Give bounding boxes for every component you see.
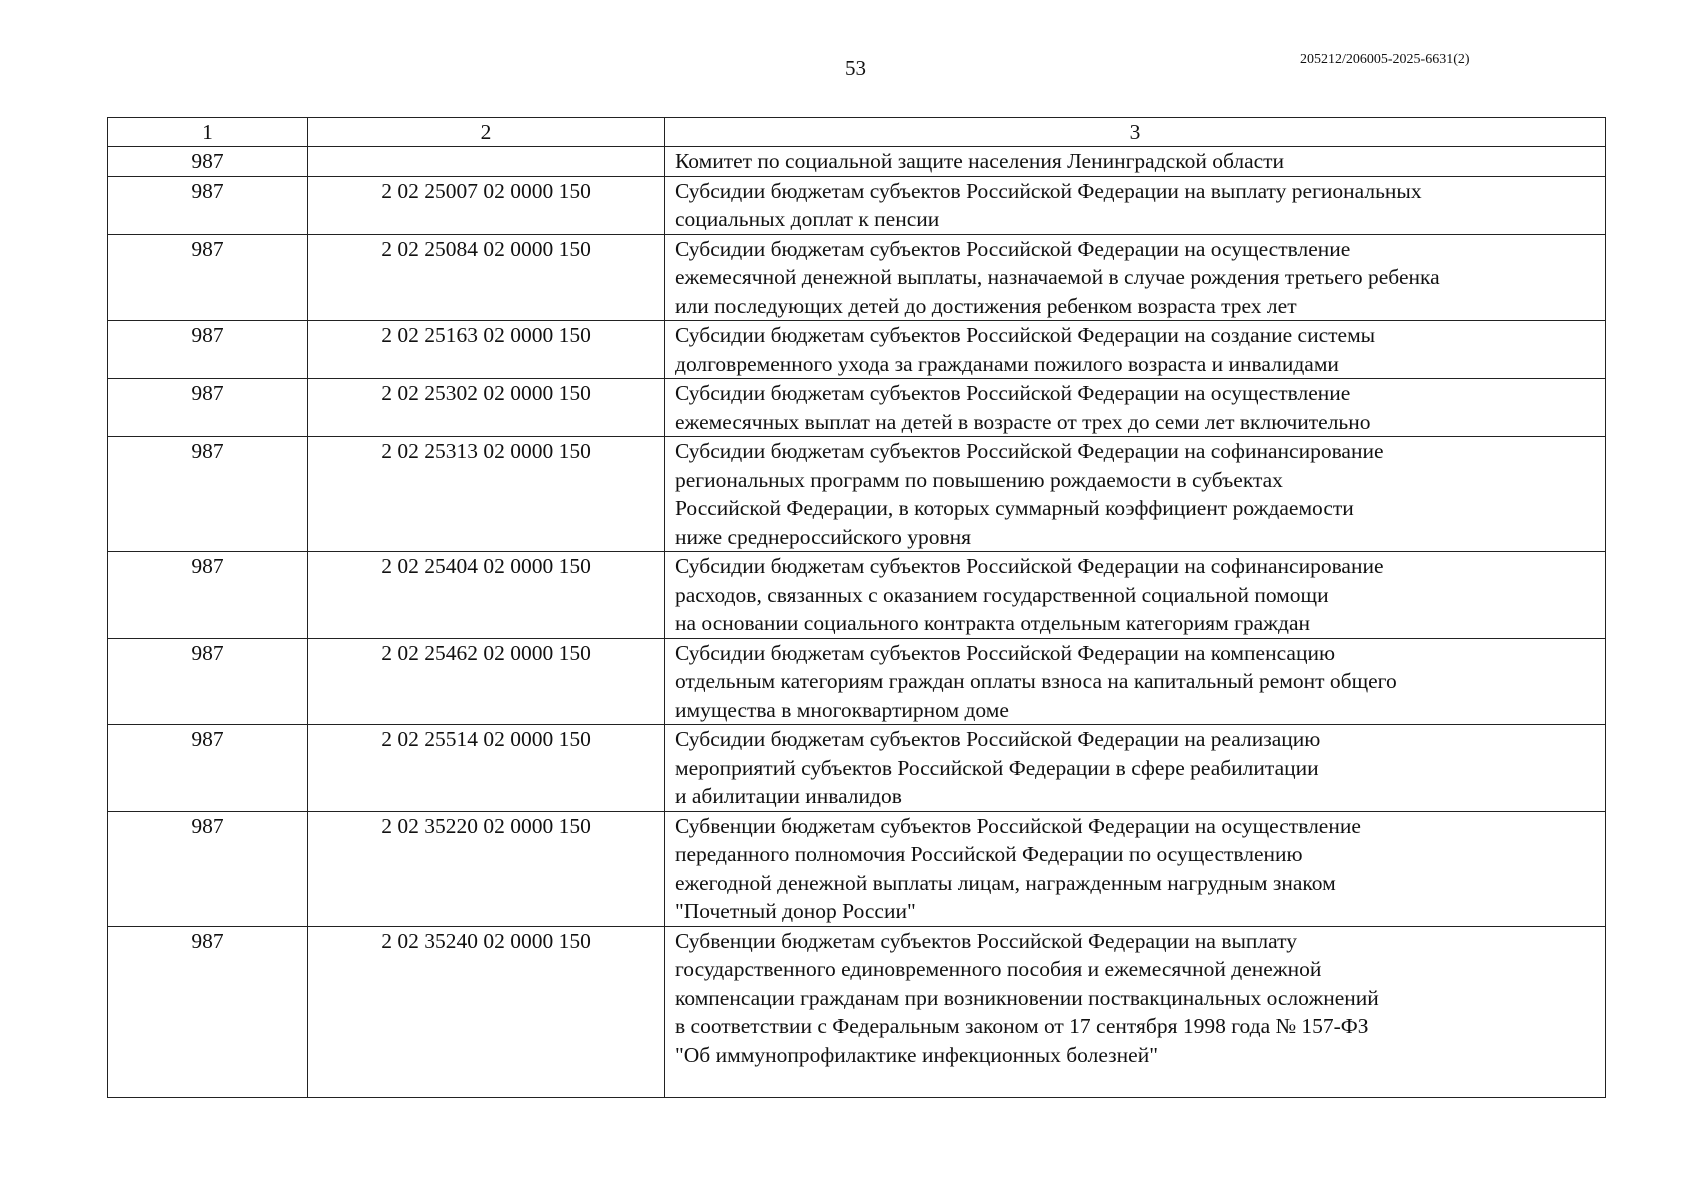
table-row bbox=[108, 725, 1606, 812]
table-row bbox=[108, 147, 1606, 177]
description-cell bbox=[665, 638, 1606, 725]
description-line: Субвенции бюджетам субъектов Российской Федерации на осуществление bbox=[675, 813, 1361, 838]
description-cell bbox=[665, 321, 1606, 379]
description-cell bbox=[665, 926, 1606, 1098]
description-cell bbox=[665, 234, 1606, 321]
table-row bbox=[108, 638, 1606, 725]
description-line: "Об иммунопрофилактике инфекционных болезней" bbox=[675, 1042, 1158, 1067]
description-cell bbox=[665, 147, 1606, 177]
admin-code-cell: 987 bbox=[108, 379, 308, 437]
description-cell bbox=[665, 437, 1606, 552]
description-line: "Почетный донор России" bbox=[675, 899, 916, 923]
budget-code-cell: 2 02 25404 02 0000 150 bbox=[308, 552, 665, 639]
budget-code-cell: 2 02 35220 02 0000 150 bbox=[308, 811, 665, 926]
description-line: Субсидии бюджетам субъектов Российской Федерации на осуществление bbox=[675, 236, 1351, 261]
description-line: долговременного ухода за гражданами пожилого возраста и инвалидами bbox=[675, 351, 1339, 376]
budget-code-cell bbox=[308, 147, 665, 177]
description-line: региональных программ по повышению рождаемости в субъектах bbox=[675, 467, 1283, 492]
description-cell bbox=[665, 552, 1606, 639]
description-line: переданного полномочия Российской Федерации по осуществлению bbox=[675, 842, 1303, 866]
description-line: расходов, связанных с оказанием государственной социальной помощи bbox=[675, 582, 1329, 607]
table-row bbox=[108, 437, 1606, 552]
description-line: государственного единовременного пособия и ежемесячной денежной bbox=[675, 957, 1322, 981]
table-header-row bbox=[108, 118, 1606, 147]
description-line: Субсидии бюджетам субъектов Российской Федерации на осуществление bbox=[675, 381, 1351, 405]
table-row bbox=[108, 379, 1606, 437]
description-line: Субсидии бюджетам субъектов Российской Федерации на софинансирование bbox=[675, 554, 1384, 578]
budget-code-cell: 2 02 25302 02 0000 150 bbox=[308, 379, 665, 437]
table-row bbox=[108, 321, 1606, 379]
table-row bbox=[108, 926, 1606, 1098]
budget-code-cell: 2 02 25514 02 0000 150 bbox=[308, 725, 665, 812]
budget-code-cell: 2 02 35240 02 0000 150 bbox=[308, 926, 665, 1098]
description-line: на основании социального контракта отдельным категориям граждан bbox=[675, 611, 1311, 635]
budget-code-cell: 2 02 25462 02 0000 150 bbox=[308, 638, 665, 725]
description-line: Субсидии бюджетам субъектов Российской Федерации на софинансирование bbox=[675, 439, 1384, 463]
admin-code-cell: 987 bbox=[108, 437, 308, 552]
admin-code-cell: 987 bbox=[108, 176, 308, 234]
description-line: или последующих детей до достижения ребенком возраста трех лет bbox=[675, 293, 1297, 318]
description-line: в соответствии с Федеральным законом от 17 сентября 1998 года № 157-ФЗ bbox=[675, 1014, 1369, 1038]
table-row bbox=[108, 811, 1606, 926]
column-header-2: 2 bbox=[308, 118, 665, 147]
column-header-3: 3 bbox=[665, 118, 1606, 147]
description-line: Субсидии бюджетам субъектов Российской Федерации на реализацию bbox=[675, 727, 1321, 751]
admin-code-cell: 987 bbox=[108, 147, 308, 177]
description-line: ежегодной денежной выплаты лицам, награжденным нагрудным знаком bbox=[675, 870, 1336, 895]
description-line: Субсидии бюджетам субъектов Российской Федерации на компенсацию bbox=[675, 640, 1336, 665]
description-line: Субсидии бюджетам субъектов Российской Федерации на создание системы bbox=[675, 323, 1376, 347]
description-line: ежемесячной денежной выплаты, назначаемой в случае рождения третьего ребенка bbox=[675, 265, 1440, 289]
description-line: ниже среднероссийского уровня bbox=[675, 524, 972, 549]
description-cell bbox=[665, 725, 1606, 812]
table-row bbox=[108, 552, 1606, 639]
budget-code-cell: 2 02 25007 02 0000 150 bbox=[308, 176, 665, 234]
admin-code-cell: 987 bbox=[108, 321, 308, 379]
admin-code-cell: 987 bbox=[108, 552, 308, 639]
description-line: мероприятий субъектов Российской Федерации в сфере реабилитации bbox=[675, 755, 1319, 780]
budget-code-cell: 2 02 25163 02 0000 150 bbox=[308, 321, 665, 379]
budget-code-cell: 2 02 25084 02 0000 150 bbox=[308, 234, 665, 321]
document-id: 205212/206005-2025-6631(2) bbox=[1300, 52, 1470, 67]
budget-code-cell: 2 02 25313 02 0000 150 bbox=[308, 437, 665, 552]
table-row bbox=[108, 176, 1606, 234]
budget-codes-table bbox=[107, 117, 1606, 1098]
description-line: социальных доплат к пенсии bbox=[675, 207, 940, 231]
description-line: Комитет по социальной защите населения Ленинградской области bbox=[675, 149, 1285, 173]
admin-code-cell: 987 bbox=[108, 811, 308, 926]
description-cell bbox=[665, 811, 1606, 926]
description-line: отдельным категориям граждан оплаты взноса на капитальный ремонт общего bbox=[675, 669, 1397, 693]
column-header-1: 1 bbox=[108, 118, 308, 147]
description-line: Российской Федерации, в которых суммарный коэффициент рождаемости bbox=[675, 496, 1354, 520]
description-line: и абилитации инвалидов bbox=[675, 784, 902, 808]
page-number: 53 bbox=[845, 56, 866, 80]
description-cell bbox=[665, 176, 1606, 234]
description-line: компенсации гражданам при возникновении поствакцинальных осложнений bbox=[675, 985, 1379, 1010]
admin-code-cell: 987 bbox=[108, 638, 308, 725]
description-line: Субсидии бюджетам субъектов Российской Федерации на выплату региональных bbox=[675, 178, 1422, 203]
description-line: Субвенции бюджетам субъектов Российской Федерации на выплату bbox=[675, 928, 1298, 953]
description-line: имущества в многоквартирном доме bbox=[675, 697, 1009, 722]
description-line: ежемесячных выплат на детей в возрасте от трех до семи лет включительно bbox=[675, 409, 1371, 434]
description-cell bbox=[665, 379, 1606, 437]
admin-code-cell: 987 bbox=[108, 234, 308, 321]
table-row bbox=[108, 234, 1606, 321]
admin-code-cell: 987 bbox=[108, 725, 308, 812]
admin-code-cell: 987 bbox=[108, 926, 308, 1098]
